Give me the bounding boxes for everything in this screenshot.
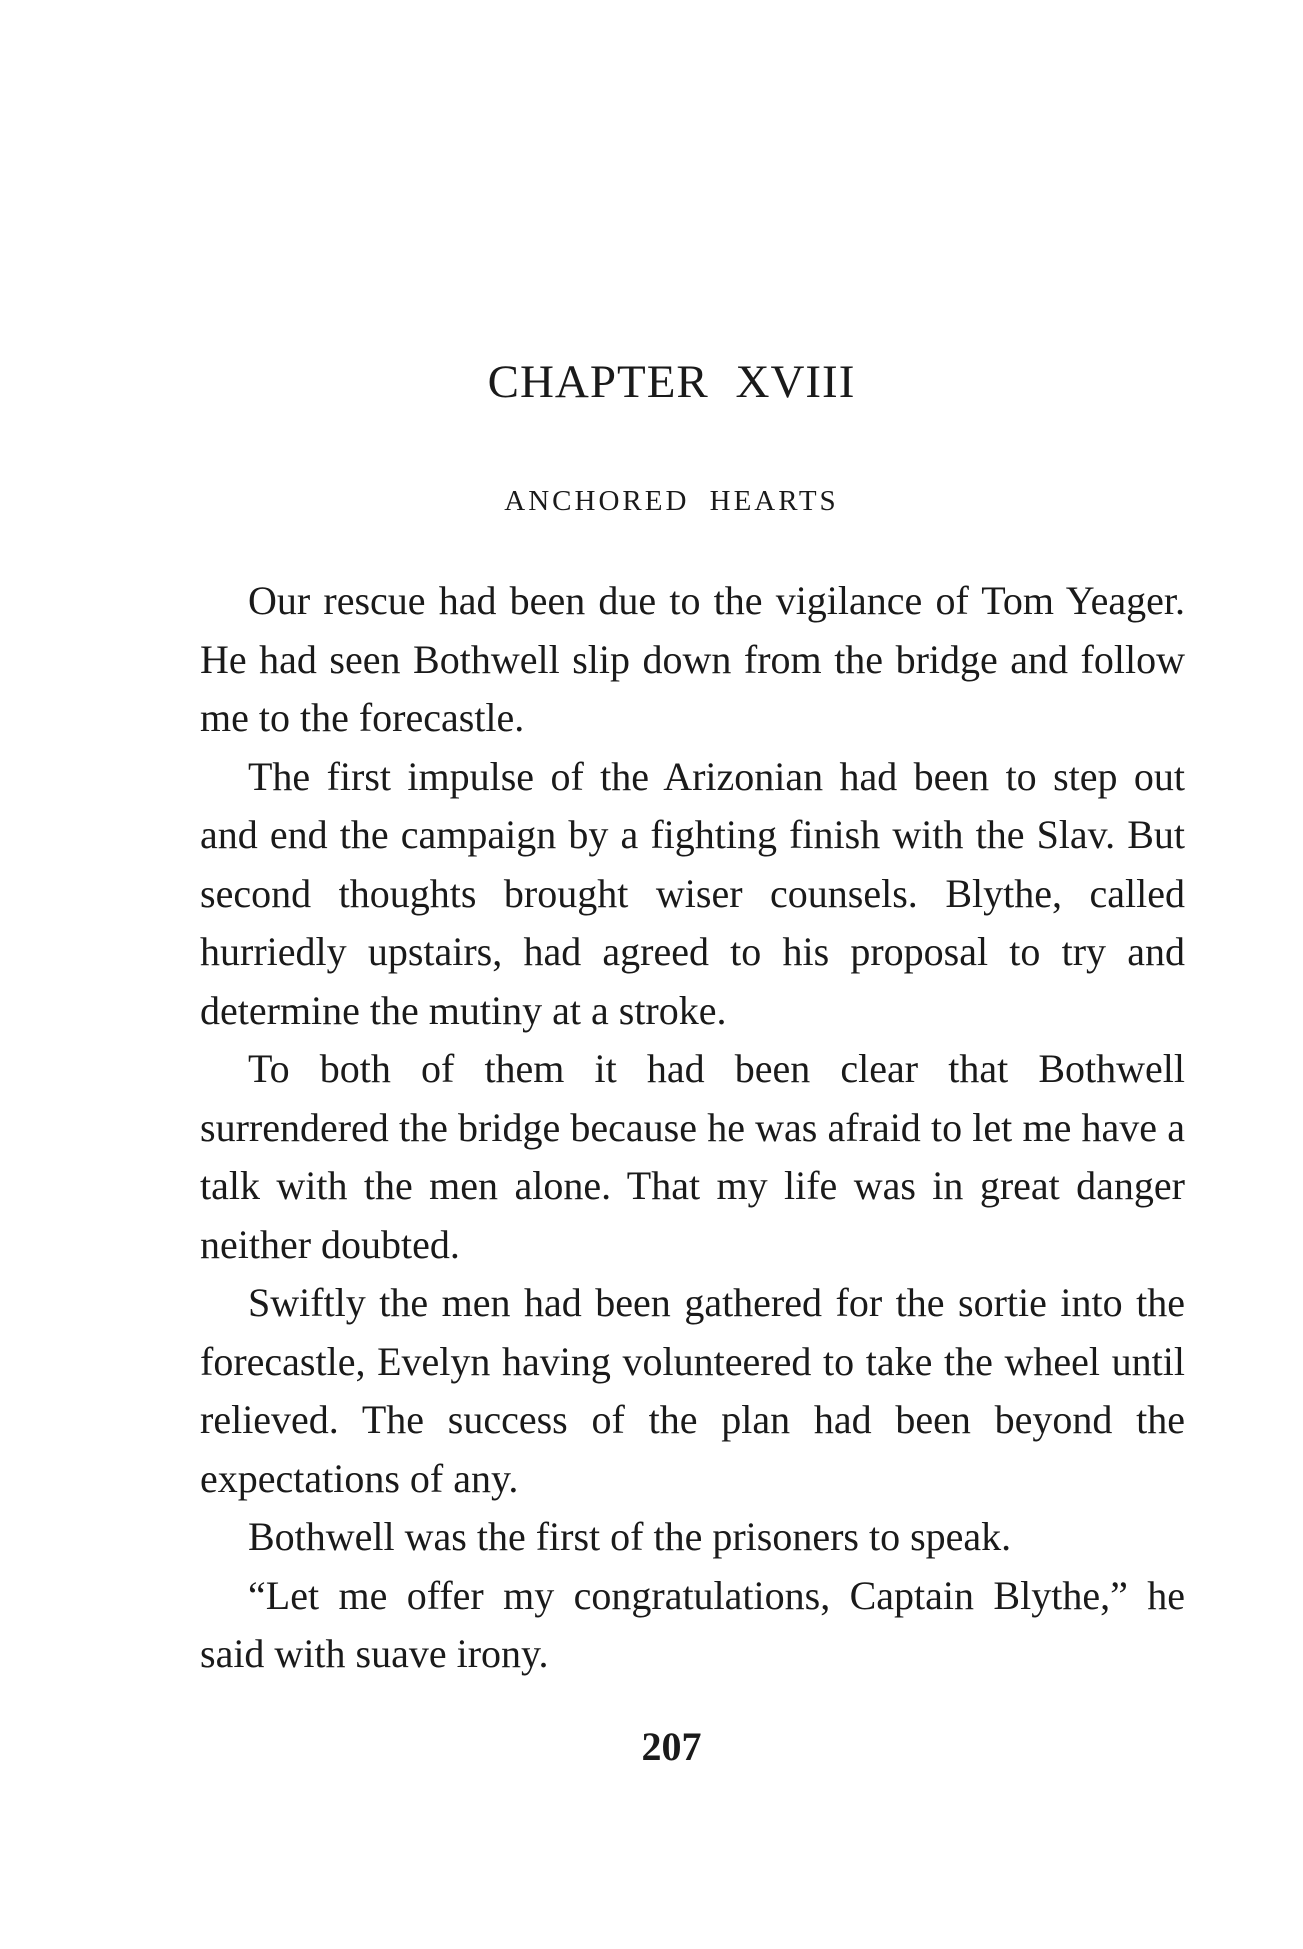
chapter-body bbox=[200, 572, 1185, 1684]
chapter-subtitle: ANCHORED HEARTS bbox=[504, 485, 839, 517]
paragraph: “Let me offer my congratulations, Captain Blythe,” he said with suave irony. bbox=[200, 1572, 1185, 1676]
paragraph: Our rescue had been due to the vigilance of Tom Yeager. He had seen Bothwell slip down from the bridge and follow me to the forecastle. bbox=[200, 578, 1185, 740]
paragraph: To both of them it had been clear that Bothwell surrendered the bridge because he was afraid to let me have a talk with the men alone. That my life was in great danger neither doubted. bbox=[200, 1046, 1185, 1267]
paragraph: Swiftly the men had been gathered for the sortie into the forecastle, Evelyn having volunteered to take the wheel until relieved. The success of the plan had been beyond the expectations of any. bbox=[200, 1280, 1185, 1501]
chapter-title: CHAPTER XVIII bbox=[487, 356, 856, 408]
page-number: 207 bbox=[641, 1724, 702, 1769]
paragraph: Bothwell was the first of the prisoners to speak. bbox=[248, 1514, 1012, 1559]
paragraph: The first impulse of the Arizonian had been to step out and end the campaign by a fighting finish with the Slav. But second thoughts brought wiser counsels. Blythe, called hurriedly upstairs, had agreed to his proposal to try and determine the mutiny at a stroke. bbox=[200, 753, 1185, 1033]
